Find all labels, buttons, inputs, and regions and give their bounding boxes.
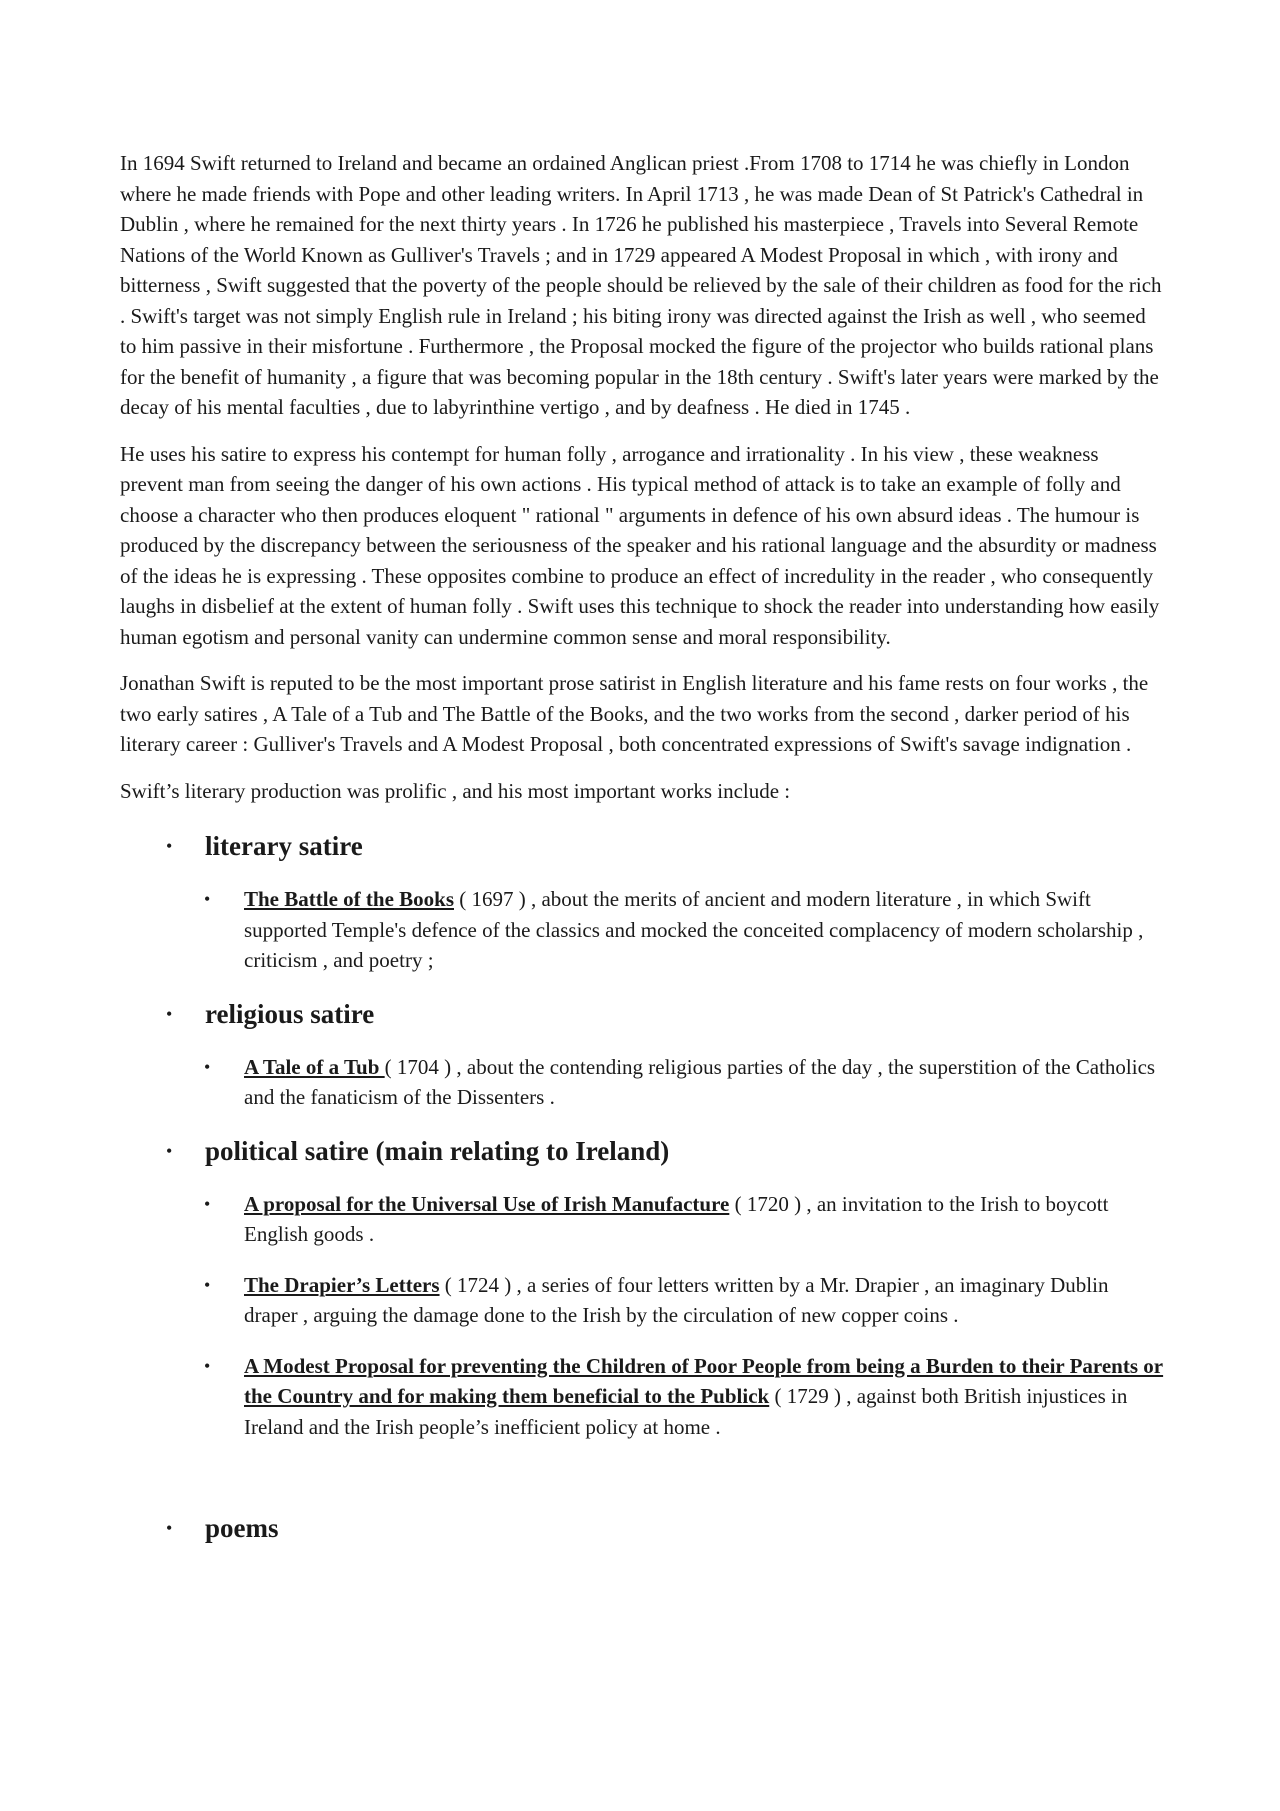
list-item <box>120 1189 1165 1250</box>
bullet-icon: • <box>204 1355 211 1376</box>
work-title-link[interactable]: A Modest Proposal for preventing the Children of Poor People from being a Burden to their Parents or the Country and for making them beneficial to the Publick <box>244 1353 1164 1408</box>
bullet-icon: • <box>204 1056 211 1077</box>
bullet-icon: • <box>204 1274 211 1295</box>
list-item <box>120 1270 1165 1331</box>
section-literary-satire <box>120 828 1165 976</box>
paragraph-biography: In 1694 Swift returned to Ireland and became an ordained Anglican priest .From 1708 to 1714 he was chiefly in London where he made friends with Pope and other leading writers. In April 1713 , he was made Dean of St Patrick's Cathedral in Dublin , where he remained for the next thirty years . In 1726 he published his masterpiece , Travels into Several Remote Nations of the World Known as Gulliver's Travels ; and in 1729 appeared A Modest Proposal in which , with irony and bitterness , Swift suggested that the poverty of the people should be relieved by the sale of their children as food for the rich . Swift's target was not simply English rule in Ireland ; his biting irony was directed against the Irish as well , who seemed to him passive in their misfortune . Furthermore , the Proposal mocked the figure of the projector who builds rational plans for the benefit of humanity , a figure that was becoming popular in the 18th century . Swift's later years were marked by the decay of his mental faculties , due to labyrinthine vertigo , and by deafness . He died in 1745 . <box>120 151 1162 419</box>
work-description: ( 1729 ) , against both British injustices in Ireland and the Irish people’s inefficient policy at home . <box>244 1384 1128 1439</box>
section-heading <box>120 1133 1165 1169</box>
work-description: ( 1697 ) , about the merits of ancient and modern literature , in which Swift supported Temple's defence of the classics and mocked the conceited complacency of modern scholarship , criticism , and poetry ; <box>244 887 1144 972</box>
spacer <box>120 1462 1165 1510</box>
section-poems <box>120 1510 1165 1546</box>
section-religious-satire <box>120 996 1165 1113</box>
bullet-icon: • <box>166 836 173 856</box>
list-item <box>120 1052 1165 1113</box>
paragraph-reputation: Jonathan Swift is reputed to be the most important prose satirist in English literature and his fame rests on four works , the two early satires , A Tale of a Tub and The Battle of the Books, and the two works from the second , darker period of his literary career : Gulliver's Travels and A Modest Proposal , both concentrated expressions of Swift's savage indignation . <box>120 671 1149 756</box>
document-page <box>120 148 1165 1566</box>
section-heading-text: literary satire <box>205 831 363 861</box>
section-heading <box>120 1510 1165 1546</box>
section-heading <box>120 996 1165 1032</box>
work-title-link[interactable]: The Battle of the Books <box>244 887 454 911</box>
work-title-link[interactable]: A proposal for the Universal Use of Irish Manufacture <box>244 1191 730 1216</box>
paragraph-works-intro: Swift’s literary production was prolific , and his most important works include : <box>120 778 791 803</box>
section-heading-text: poems <box>205 1513 279 1543</box>
bullet-icon: • <box>166 1003 173 1024</box>
list-item <box>120 1351 1165 1443</box>
work-title-link[interactable]: A Tale of a Tub <box>244 1054 385 1079</box>
work-title-link[interactable]: The Drapier’s Letters <box>244 1272 440 1297</box>
section-heading-text: religious satire <box>205 998 375 1029</box>
bullet-icon: • <box>204 1193 211 1214</box>
bullet-icon: • <box>166 1140 173 1161</box>
work-description: ( 1724 ) , a series of four letters written by a Mr. Drapier , an imaginary Dublin draper , arguing the damage done to the Irish by the circulation of new copper coins . <box>244 1272 1109 1327</box>
section-political-satire <box>120 1133 1165 1443</box>
work-description: ( 1720 ) , an invitation to the Irish to boycott English goods . <box>244 1191 1109 1246</box>
work-description: ( 1704 ) , about the contending religious parties of the day , the superstition of the Catholics and the fanaticism of the Dissenters . <box>244 1054 1156 1109</box>
section-heading <box>120 828 1165 864</box>
bullet-icon: • <box>166 1518 173 1538</box>
list-item <box>120 884 1165 976</box>
paragraph-satire-method: He uses his satire to express his contempt for human folly , arrogance and irrationality . In his view , these weakness prevent man from seeing the danger of his own actions . His typical method of attack is to take an example of folly and choose a character who then produces eloquent " rational " arguments in defence of his own absurd ideas . The humour is produced by the discrepancy between the seriousness of the speaker and his rational language and the absurdity or madness of the ideas he is expressing . These opposites combine to produce an effect of incredulity in the reader , who consequently laughs in disbelief at the extent of human folly . Swift uses this technique to shock the reader into understanding how easily human egotism and personal vanity can undermine common sense and moral responsibility. <box>120 441 1160 649</box>
section-heading-text: political satire (main relating to Ireland) <box>205 1135 670 1166</box>
bullet-icon: • <box>204 889 211 909</box>
